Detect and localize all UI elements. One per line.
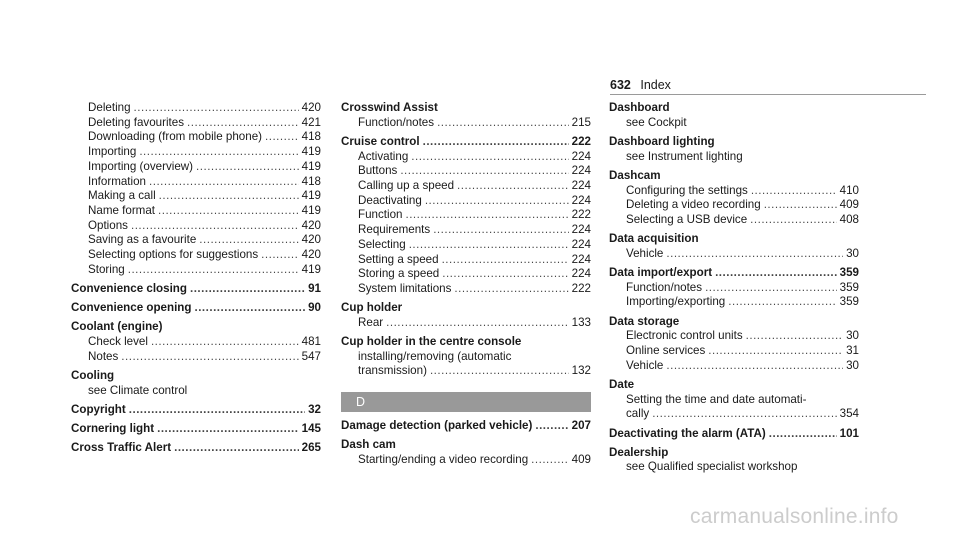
section-letter-bar: D: [341, 392, 591, 412]
index-heading: Deactivating the alarm (ATA) ..... 101: [609, 427, 859, 442]
index-entry: Function/notes ..... 215: [341, 116, 591, 131]
index-entry: Vehicle ..... 30: [609, 247, 859, 262]
index-heading: Cup holder in the centre console: [341, 335, 522, 349]
index-heading: Damage detection (parked vehicle) ..... 207: [341, 419, 591, 434]
index-cross-reference: see Cockpit: [626, 115, 687, 129]
index-heading: Convenience closing ..... 91: [71, 282, 321, 297]
index-entry: Setting the time and date automati-: [626, 392, 807, 406]
index-heading: Coolant (engine): [71, 320, 163, 334]
index-heading: Cruise control ..... 222: [341, 135, 591, 150]
index-heading: Crosswind Assist: [341, 101, 438, 114]
index-entry: Selecting ..... 224: [341, 238, 591, 253]
page-header: [610, 78, 671, 92]
index-heading: Dash cam: [341, 438, 396, 452]
index-heading: Date: [609, 377, 635, 391]
index-entry: Deleting ..... 420: [71, 101, 321, 116]
index-heading: Dealership: [609, 445, 669, 459]
index-heading: Dashboard: [609, 101, 670, 114]
index-entry: Storing a speed ..... 224: [341, 267, 591, 282]
index-entry: Deactivating ..... 224: [341, 194, 591, 209]
index-cross-reference: see Climate control: [88, 383, 188, 397]
index-entry: Making a call ..... 419: [71, 189, 321, 204]
index-entry: Setting a speed ..... 224: [341, 253, 591, 268]
index-heading: Cooling: [71, 368, 115, 382]
watermark: carmanualsonline.info: [690, 505, 899, 528]
index-heading: Cup holder: [341, 301, 403, 315]
index-heading: Dashcam: [609, 168, 661, 182]
index-heading: Convenience opening ..... 90: [71, 301, 321, 316]
index-entry: Function/notes ..... 359: [609, 281, 859, 296]
index-entry: Information ..... 418: [71, 175, 321, 190]
index-entry: Name format ..... 419: [71, 204, 321, 219]
page-number: 632: [610, 78, 631, 92]
index-entry: Activating ..... 224: [341, 150, 591, 165]
index-entry: Calling up a speed ..... 224: [341, 179, 591, 194]
index-entry: Deleting a video recording ..... 409: [609, 198, 859, 213]
index-entry: Starting/ending a video recording ..... 409: [341, 453, 591, 468]
index-entry: Importing/exporting ..... 359: [609, 295, 859, 310]
index-entry: Vehicle ..... 30: [609, 359, 859, 374]
index-entry: Selecting a USB device ..... 408: [609, 213, 859, 228]
index-cross-reference: see Qualified specialist workshop: [626, 460, 798, 474]
index-entry: Notes ..... 547: [71, 350, 321, 365]
index-heading: Data acquisition: [609, 232, 699, 246]
index-entry: Importing ..... 419: [71, 145, 321, 160]
index-entry: Function ..... 222: [341, 208, 591, 223]
index-entry: cally ..... 354: [609, 407, 859, 422]
index-heading: Data import/export ..... 359: [609, 266, 859, 281]
section-name: Index: [640, 78, 671, 92]
index-entry: Requirements ..... 224: [341, 223, 591, 238]
index-heading: Cornering light ..... 145: [71, 422, 321, 437]
index-entry: Configuring the settings ..... 410: [609, 184, 859, 199]
index-heading: Dashboard lighting: [609, 134, 715, 148]
index-entry: Deleting favourites ..... 421: [71, 116, 321, 131]
index-column-1: [71, 101, 321, 456]
index-heading: Cross Traffic Alert ..... 265: [71, 441, 321, 456]
index-entry: Selecting options for suggestions ..... 420: [71, 248, 321, 263]
index-entry: Importing (overview) ..... 419: [71, 160, 321, 175]
index-entry: Rear ..... 133: [341, 316, 591, 331]
index-heading: Copyright ..... 32: [71, 403, 321, 418]
index-entry: installing/removing (automatic: [358, 349, 512, 363]
index-column-3: [609, 101, 859, 475]
index-entry: Options ..... 420: [71, 219, 321, 234]
index-entry: Storing ..... 419: [71, 263, 321, 278]
header-rule: [610, 94, 926, 95]
index-entry: Check level ..... 481: [71, 335, 321, 350]
index-entry: Saving as a favourite ..... 420: [71, 233, 321, 248]
index-heading: Data storage: [609, 314, 680, 328]
index-entry: Electronic control units ..... 30: [609, 329, 859, 344]
index-entry: System limitations ..... 222: [341, 282, 591, 297]
index-entry: transmission) ..... 132: [341, 364, 591, 379]
index-cross-reference: see Instrument lighting: [626, 149, 743, 163]
index-column-2: [341, 101, 591, 468]
index-entry: Online services ..... 31: [609, 344, 859, 359]
index-entry: Downloading (from mobile phone) ..... 418: [71, 130, 321, 145]
index-entry: Buttons ..... 224: [341, 164, 591, 179]
